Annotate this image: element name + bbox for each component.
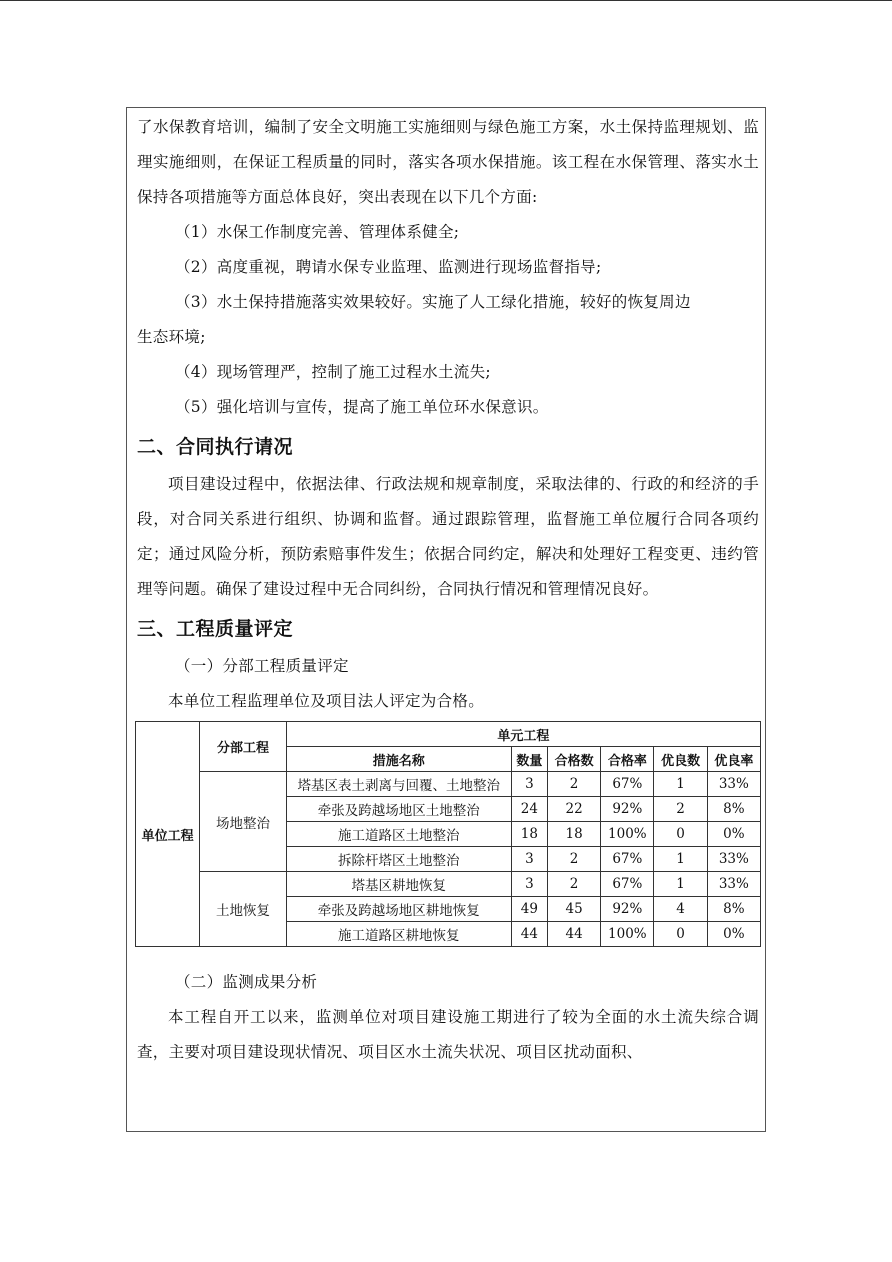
list-item: （5）强化培训与宣传，提高了施工单位环水保意识。 — [175, 398, 549, 416]
table-cell: 33% — [707, 872, 760, 897]
table-cell: 0% — [707, 822, 760, 847]
table-cell: 4 — [654, 897, 707, 922]
measure-name-cell: 牵张及跨越场地区耕地恢复 — [286, 897, 511, 922]
list-item-continuation: 生态环境; — [137, 328, 206, 346]
col-header: 合格数 — [547, 747, 600, 772]
unit-project-cell: 单位工程 — [136, 722, 200, 947]
table-cell: 45 — [547, 897, 600, 922]
table-cell: 8% — [707, 897, 760, 922]
col-header: 数量 — [511, 747, 547, 772]
table-cell: 2 — [547, 847, 600, 872]
table-cell: 3 — [511, 847, 547, 872]
intro-paragraph: 了水保教育培训，编制了安全文明施工实施细则与绿色施工方案，水土保持监理规划、监理实施细则，在保证工程质量的同时，落实各项水保措施。该工程在水保管理、落实水土保持各项措施等方面总体良好，突出表现在以下几个方面: — [137, 118, 759, 206]
table-cell: 49 — [511, 897, 547, 922]
list-item: （2）高度重视，聘请水保专业监理、监测进行现场监督指导; — [175, 258, 602, 276]
table-cell: 22 — [547, 797, 600, 822]
table-cell: 24 — [511, 797, 547, 822]
measure-name-cell: 塔基区耕地恢复 — [286, 872, 511, 897]
table-cell: 1 — [654, 772, 707, 797]
subsection-title: （一）分部工程质量评定 — [175, 657, 349, 675]
monitoring-paragraph: 本工程自开工以来，监测单位对项目建设施工期进行了较为全面的水土流失综合调查，主要对项目建设现状情况、项目区水土流失状况、项目区扰动面积、 — [137, 1008, 759, 1061]
division-cell: 场地整治 — [200, 772, 286, 872]
table-cell: 100% — [601, 922, 654, 947]
col-header: 优良率 — [707, 747, 760, 772]
measure-name-cell: 施工道路区耕地恢复 — [286, 922, 511, 947]
table-cell: 0 — [654, 822, 707, 847]
table-cell: 0 — [654, 922, 707, 947]
table-cell: 67% — [601, 872, 654, 897]
page-top-rule — [0, 0, 892, 1]
table-cell: 2 — [654, 797, 707, 822]
table-cell: 92% — [601, 897, 654, 922]
table-cell: 92% — [601, 797, 654, 822]
table-cell: 3 — [511, 772, 547, 797]
table-cell: 1 — [654, 847, 707, 872]
table-cell: 18 — [511, 822, 547, 847]
list-item: （1）水保工作制度完善、管理体系健全; — [175, 223, 460, 241]
table-cell: 33% — [707, 772, 760, 797]
measure-name-cell: 拆除杆塔区土地整治 — [286, 847, 511, 872]
section-heading-quality: 三、工程质量评定 — [137, 618, 294, 640]
table-cell: 0% — [707, 922, 760, 947]
table-cell: 2 — [547, 772, 600, 797]
measure-name-cell: 塔基区表土剥离与回覆、土地整治 — [286, 772, 511, 797]
quality-table — [135, 721, 761, 947]
table-cell: 8% — [707, 797, 760, 822]
measure-name-cell: 牵张及跨越场地区土地整治 — [286, 797, 511, 822]
document-body — [137, 110, 759, 1070]
table-cell: 33% — [707, 847, 760, 872]
contract-paragraph: 项目建设过程中，依据法律、行政法规和规章制度，采取法律的、行政的和经济的手段，对合同关系进行组织、协调和监督。通过跟踪管理，监督施工单位履行合同各项约定；通过风险分析，预防索赔事件发生；依据合同约定，解决和处理好工程变更、违约管理等问题。确保了建设过程中无合同纠纷，合同执行情况和管理情况良好。 — [137, 475, 759, 598]
list-item: （3）水土保持措施落实效果较好。实施了人工绿化措施，较好的恢复周边 — [175, 293, 691, 311]
division-header: 分部工程 — [200, 722, 286, 772]
table-cell: 3 — [511, 872, 547, 897]
table-cell: 100% — [601, 822, 654, 847]
col-header: 措施名称 — [286, 747, 511, 772]
table-row — [136, 772, 761, 797]
division-cell: 土地恢复 — [200, 872, 286, 947]
measure-name-cell: 施工道路区土地整治 — [286, 822, 511, 847]
evaluation-text: 本单位工程监理单位及项目法人评定为合格。 — [168, 692, 485, 710]
table-cell: 1 — [654, 872, 707, 897]
table-cell: 2 — [547, 872, 600, 897]
table-cell: 67% — [601, 847, 654, 872]
table-cell: 18 — [547, 822, 600, 847]
section-heading-contract: 二、合同执行请况 — [137, 436, 294, 458]
col-header: 优良数 — [654, 747, 707, 772]
subsection-title: （二）监测成果分析 — [175, 973, 318, 991]
table-cell: 44 — [511, 922, 547, 947]
table-row — [136, 872, 761, 897]
list-item: （4）现场管理严，控制了施工过程水土流失; — [175, 363, 491, 381]
col-header: 合格率 — [601, 747, 654, 772]
table-cell: 67% — [601, 772, 654, 797]
unit-element-header: 单元工程 — [286, 722, 760, 747]
table-cell: 44 — [547, 922, 600, 947]
